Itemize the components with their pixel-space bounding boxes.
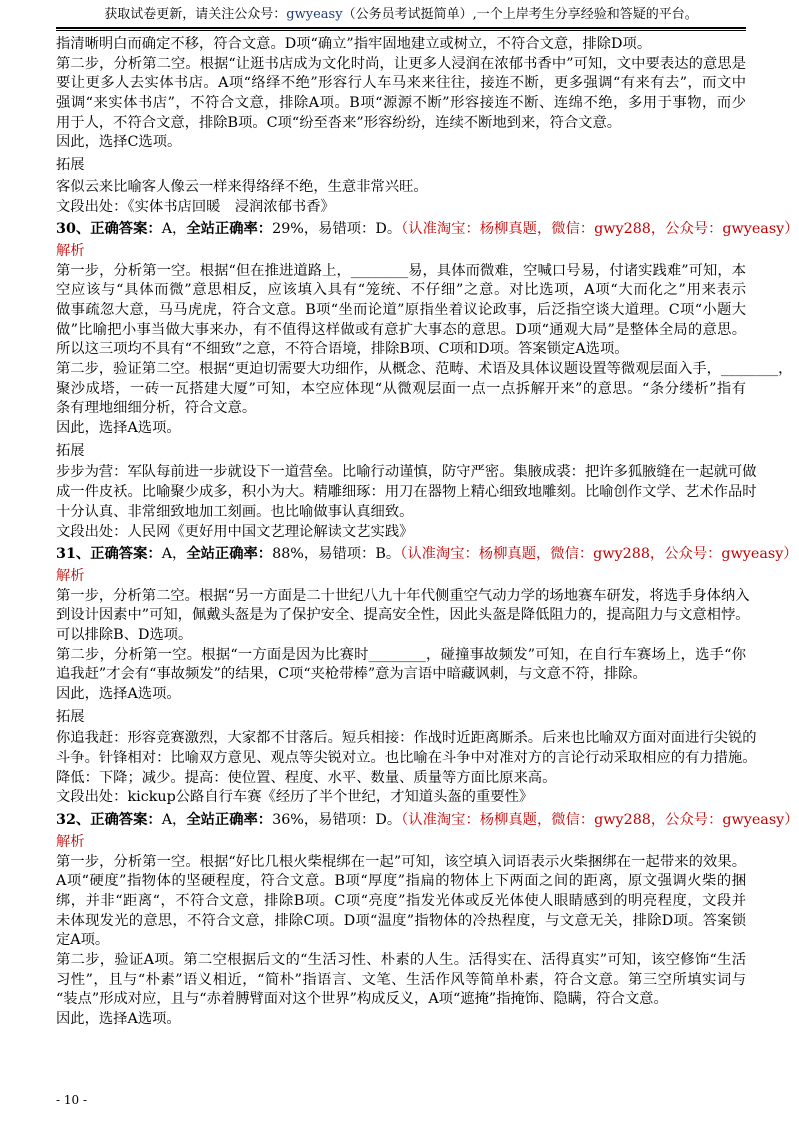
text-line: A项“硬度”指物体的坚硬程度，符合文意。B项“厚度”指扁的物体上下两面之间的距离，原文强调火柴的捆 — [56, 873, 746, 890]
section-heading-expansion: 拓展 — [56, 708, 85, 725]
answer-value: A， — [161, 812, 187, 829]
text-line: 客似云来比喻客人像云一样来得络绎不绝，生意非常兴旺。 — [56, 178, 428, 195]
paragraph — [56, 1010, 746, 1030]
header-account: gwyeasy — [286, 7, 343, 22]
text-line: 因此，选择C选项。 — [56, 134, 182, 151]
header-divider — [56, 27, 746, 31]
accuracy-value: 88%，易错项：B。 — [272, 546, 401, 563]
text-line: 做”比喻把小事当做大事来办，有不值得这样做或有意扩大事态的意思。D项“通观大局”是整体全局的意思。 — [56, 321, 746, 338]
text-line: 文段出处：《实体书店回暖 浸润浓郁书香》 — [56, 198, 335, 215]
paragraph — [56, 587, 750, 646]
text-line: 十分认真、非常细致地加工刻画。也比喻做事认真细致。 — [56, 503, 414, 520]
paragraph — [56, 133, 746, 153]
text-line: 空应该与“具体而微”意思相反，应该填入具有“笼统、不仔细”之意。对比选项，A项“大而化之”用来表示 — [56, 282, 746, 299]
paragraph — [56, 35, 746, 55]
text-line: 文段出处：kickup公路自行车赛《经历了半个世纪，才知道头盔的重要性》 — [56, 789, 534, 806]
text-line: “装点”形成对应，且与“赤着膊臂面对这个世界”构成反义，A项“遮掩”指掩饰、隐瞒，符合文意。 — [56, 991, 668, 1008]
page-header — [56, 6, 746, 24]
text-line: 绑，并非“距离“，不符合文意，排除B项。C项“亮度”指发光体或反光体使人眼睛感到的明亮程度，文段并 — [56, 892, 746, 909]
paragraph — [56, 646, 746, 685]
promo-note: （认准淘宝：杨柳真题，微信：gwy288，公众号：gwyeasy） — [401, 812, 799, 829]
text-line: 第一步，分析第二空。根据“另一方面是二十世纪八九十年代侧重空气动力学的场地赛车研发，将选手身体纳入 — [56, 587, 750, 604]
text-line: 要让更多人去实体书店。A项“络绎不绝”形容行人车马来来往往，接连不断，更多强调“有来有去”，而文中 — [56, 75, 746, 92]
section-heading-expansion: 拓展 — [56, 157, 85, 174]
answer-line — [56, 545, 798, 565]
text-line: 成一件皮袄。比喻聚少成多，积小为大。精雕细琢：用刀在器物上精心细致地雕刻。比喻创作文学、艺术作品时 — [56, 484, 757, 501]
page-number: - 10 - — [56, 1093, 88, 1107]
paragraph — [56, 360, 793, 419]
answer-value: A， — [161, 221, 187, 238]
header-suffix: （公务员考试挺简单）,一个上岸考生分享经验和答疑的平台。 — [342, 7, 698, 22]
accuracy-value: 36%，易错项：D。 — [272, 812, 402, 829]
paragraph — [56, 178, 746, 198]
paragraph — [56, 685, 746, 705]
text-line: 第一步，分析第一空。根据“好比几根火柴棍绑在一起”可知，该空填入词语表示火柴捆绑在一起带来的效果。 — [56, 853, 746, 870]
answer-label: 31、正确答案： — [56, 546, 162, 563]
text-line: 步步为营：军队每前进一步就设下一道营垒。比喻行动谨慎，防守严密。集腋成裘：把许多狐腋缝在一起就可做 — [56, 464, 757, 481]
text-line: 用于人，不符合文意，排除B项。C项“纷至沓来”形容纷纷，连续不断地到来，符合文意。 — [56, 114, 622, 131]
paragraph — [56, 262, 746, 360]
answer-line — [56, 220, 799, 240]
text-line: 定A项。 — [56, 932, 110, 949]
text-line: 追我赶”才会有“事故频发”的结果，C项“夹枪带棒”意为言语中暗藏讽刺，与文意不符，排除。 — [56, 666, 647, 683]
text-line: 第二步，分析第二空。根据“让逛书店成为文化时尚，让更多人浸润在浓郁书香中”可知，文中要表达的意思是 — [56, 55, 746, 72]
accuracy-value: 29%，易错项：D。 — [272, 221, 402, 238]
promo-note: （认准淘宝：杨柳真题，微信：gwy288，公众号：gwyeasy） — [400, 546, 798, 563]
text-line: 第二步，验证A项。第二空根据后文的“生活习性、朴素的人生。活得实在、活得真实”可知，该空修饰“生活 — [56, 951, 746, 968]
section-heading-analysis: 解析 — [56, 833, 85, 850]
paragraph — [56, 198, 746, 218]
accuracy-label: 全站正确率： — [186, 221, 273, 238]
accuracy-label: 全站正确率： — [186, 812, 273, 829]
text-line: 条有理地细细分析，符合文意。 — [56, 400, 257, 417]
accuracy-label: 全站正确率： — [186, 546, 273, 563]
paragraph — [56, 463, 757, 522]
text-line: 你追我赶：形容竞赛激烈，大家都不甘落后。短兵相接：作战时近距离厮杀。后来也比喻双方面对面进行尖锐的 — [56, 730, 757, 747]
document-body — [56, 35, 799, 1030]
text-line: 习性”，且与“朴素”语义相近，“简朴”指语言、文笔、生活作风等简单朴素，符合文意。第三空所填实词与 — [56, 971, 746, 988]
text-line: 未体现发光的意思，不符合文意，排除C项。D项“温度”指物体的冷热程度，与文意无关，排除D项。答案锁 — [56, 912, 746, 929]
promo-note: （认准淘宝：杨柳真题，微信：gwy288，公众号：gwyeasy） — [401, 221, 799, 238]
paragraph — [56, 523, 746, 543]
text-line: 聚沙成塔，一砖一瓦搭建大厦”可知，本空应体现“从微观层面一点一点拆解开来”的意思。“条分缕析”指有 — [56, 380, 746, 397]
text-line: 因此，选择A选项。 — [56, 686, 181, 702]
paragraph — [56, 853, 746, 951]
text-line: 做事疏忽大意，马马虎虎，符合文意。B项“坐而论道”原指坐着议论政事，后泛指空谈大道理。C项“小题大 — [56, 301, 746, 318]
paragraph — [56, 729, 757, 788]
paragraph — [56, 951, 746, 1010]
text-line: 降低：下降；减少。提高：使位置、程度、水平、数量、质量等方面比原来高。 — [56, 769, 557, 786]
answer-label: 30、正确答案： — [56, 221, 162, 238]
text-line: 指清晰明白而确定不移，符合文意。D项“确立”指牢固地建立或树立，不符合文意，排除D项。 — [56, 36, 652, 52]
section-heading-analysis: 解析 — [56, 567, 85, 584]
section-heading-analysis: 解析 — [56, 242, 85, 259]
text-line: 因此，选择A选项。 — [56, 420, 181, 437]
answer-line — [56, 811, 799, 831]
text-line: 所以这三项均不具有“不细致”之意，不符合语境，排除B项、C项和D项。答案锁定A选项。 — [56, 341, 629, 358]
text-line: 可以排除B、D选项。 — [56, 626, 193, 643]
answer-label: 32、正确答案： — [56, 812, 162, 829]
paragraph — [56, 55, 746, 134]
text-line: 斗争。针锋相对：比喻双方意见、观点等尖锐对立。也比喻在斗争中对准对方的言论行动采取相应的有力措施。 — [56, 750, 757, 767]
text-line: 到设计因素中”可知，佩戴头盔是为了保护安全、提高安全性，因此头盔是降低阻力的，提高阻力与文意相悖。 — [56, 607, 750, 624]
text-line: 第二步，验证第二空。根据“更迫切需要大功细作，从概念、范畴、术语及具体议题设置等微观层面入手，________， — [56, 361, 793, 377]
text-line: 文段出处：人民网《更好用中国文艺理论解读文艺实践》 — [56, 523, 414, 540]
section-heading-expansion: 拓展 — [56, 442, 85, 459]
answer-value: A， — [161, 546, 187, 563]
paragraph — [56, 788, 746, 808]
paragraph — [56, 419, 746, 439]
header-prefix: 获取试卷更新，请关注公众号： — [104, 7, 287, 22]
text-line: 第二步，分析第一空。根据“一方面是因为比赛时________，碰撞事故频发”可知，在自行车赛场上，选手“你 — [56, 646, 746, 663]
text-line: 因此，选择A选项。 — [56, 1011, 181, 1027]
text-line: 第一步，分析第一空。根据“但在推进道路上，________易，具体而微难，空喊口号易，付诸实践难”可知，本 — [56, 262, 746, 279]
text-line: 强调“来实体书店”，不符合文意，排除A项。B项“源源不断”形容接连不断、连绵不绝，多用于事物，而少 — [56, 95, 746, 112]
